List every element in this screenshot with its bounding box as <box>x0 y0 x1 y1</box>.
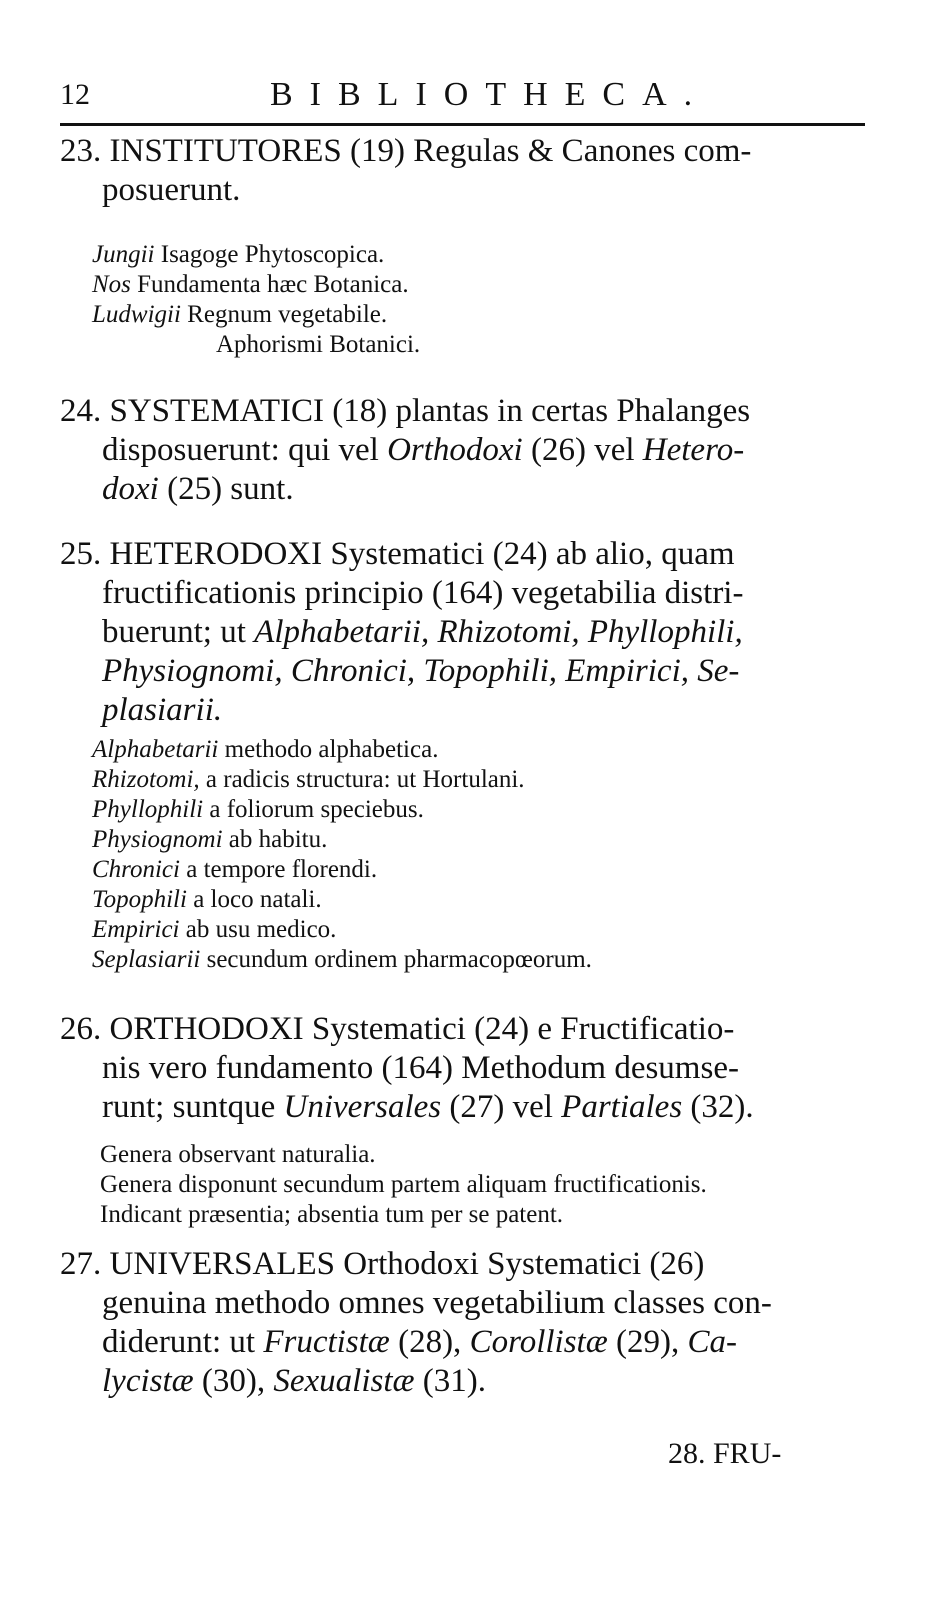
note-row <box>92 825 862 855</box>
text-run: (27) vel <box>449 1089 553 1125</box>
term-name: Physiognomi <box>92 826 223 853</box>
paragraph-line: 25. HETERODOXI Systematici (24) ab alio, quam <box>60 536 735 572</box>
note-row: Aphorismi Botanici. <box>216 331 421 358</box>
paragraph-line <box>60 431 865 470</box>
paragraph-line: 23. INSTITUTORES (19) Regulas & Canones com- <box>60 133 752 169</box>
note-row <box>92 765 862 795</box>
term-name: Topophili <box>92 886 187 913</box>
note-23 <box>92 240 862 360</box>
italic-term: Sexualistæ <box>273 1363 415 1399</box>
note-row <box>92 855 862 885</box>
term-name: Seplasiarii <box>92 946 201 973</box>
paragraph-line: Physiognomi, Chronici, Topophili, Empirici, Se- <box>102 653 740 689</box>
paragraph-line <box>60 613 865 652</box>
italic-term: lycistæ <box>102 1363 194 1399</box>
page-number: 12 <box>60 78 90 111</box>
note-row: Indicant præsentia; absentia tum per se patent. <box>100 1201 564 1228</box>
running-title: BIBLIOTHECA. <box>270 76 710 113</box>
italic-term: Ca- <box>687 1324 737 1360</box>
term-name: Rhizotomi, <box>92 766 200 793</box>
note-text: a loco natali. <box>193 886 322 913</box>
text-run: (31). <box>422 1363 487 1399</box>
text-run: disposuerunt: qui vel <box>102 432 379 468</box>
text-run: (32). <box>690 1089 754 1125</box>
italic-term: Fructistæ <box>263 1324 390 1360</box>
term-name: Empirici <box>92 916 180 943</box>
note-row <box>92 945 862 975</box>
note-row <box>92 270 862 300</box>
note-text: secundum ordinem pharmacopœorum. <box>206 946 592 973</box>
text-run: (28), <box>398 1324 462 1360</box>
note-text: methodo alphabetica. <box>224 736 439 763</box>
paragraph-line <box>60 1088 865 1127</box>
note-row <box>92 240 862 270</box>
paragraph-line: genuina methodo omnes vegetabilium classes con- <box>102 1285 772 1321</box>
paragraph-line <box>60 470 865 509</box>
italic-term: Alphabetarii, Rhizotomi, Phyllophili, <box>254 614 743 650</box>
paragraph-23 <box>60 132 865 210</box>
term-name: Phyllophili <box>92 796 204 823</box>
paragraph-line: nis vero fundamento (164) Methodum desumse- <box>102 1050 739 1086</box>
text-run: diderunt: ut <box>102 1324 256 1360</box>
paragraph-25 <box>60 535 865 730</box>
italic-term: Orthodoxi <box>387 432 523 468</box>
note-text: a radicis structura: ut Hortulani. <box>205 766 525 793</box>
italic-term: doxi <box>102 471 159 507</box>
note-row <box>92 885 862 915</box>
paragraph-line: fructificationis principio (164) vegetabilia distri- <box>102 575 744 611</box>
italic-term: Corollistæ <box>469 1324 608 1360</box>
paragraph-line: plasiarii. <box>102 692 223 728</box>
author-name: Jungii <box>92 241 155 268</box>
note-text: Regnum vegetabile. <box>187 301 388 328</box>
header-rule <box>60 123 865 126</box>
note-row <box>92 915 862 945</box>
paragraph-line: 26. ORTHODOXI Systematici (24) e Fructificatio- <box>60 1011 735 1047</box>
paragraph-24 <box>60 392 865 509</box>
note-row <box>92 795 862 825</box>
paragraph-26 <box>60 1010 865 1127</box>
text-run: runt; suntque <box>102 1089 276 1125</box>
note-row: Genera disponunt secundum partem aliquam fructificationis. <box>100 1171 707 1198</box>
paragraph-line <box>60 1323 865 1362</box>
text-run: (30), <box>201 1363 266 1399</box>
italic-term: Universales <box>283 1089 442 1125</box>
catchword: 28. FRU- <box>668 1437 782 1470</box>
paragraph-line <box>60 1362 865 1401</box>
italic-term: Hetero- <box>642 432 745 468</box>
note-text: Fundamenta hæc Botanica. <box>137 271 409 298</box>
note-text: a tempore florendi. <box>186 856 378 883</box>
text-run: (25) sunt. <box>167 471 294 507</box>
running-head <box>60 72 870 122</box>
text-run: (29), <box>615 1324 680 1360</box>
note-row <box>92 735 862 765</box>
paragraph-line: 27. UNIVERSALES Orthodoxi Systematici (26) <box>60 1246 705 1282</box>
text-run: (26) vel <box>530 432 635 468</box>
note-row <box>92 300 862 330</box>
note-text: ab habitu. <box>228 826 328 853</box>
paragraph-line: 24. SYSTEMATICI (18) plantas in certas Phalanges <box>60 393 751 429</box>
note-25 <box>92 735 862 975</box>
italic-term: Partiales <box>561 1089 683 1125</box>
note-text: ab usu medico. <box>185 916 337 943</box>
paragraph-line: posuerunt. <box>102 172 241 208</box>
term-name: Alphabetarii <box>92 736 219 763</box>
author-name: Nos <box>92 271 131 298</box>
note-text: Isagoge Phytoscopica. <box>160 241 385 268</box>
note-26 <box>100 1140 870 1230</box>
text-run: buerunt; ut <box>102 614 246 650</box>
paragraph-27 <box>60 1245 865 1401</box>
term-name: Chronici <box>92 856 180 883</box>
note-row: Genera observant naturalia. <box>100 1141 376 1168</box>
note-text: a foliorum speciebus. <box>209 796 424 823</box>
author-name: Ludwigii <box>92 301 181 328</box>
